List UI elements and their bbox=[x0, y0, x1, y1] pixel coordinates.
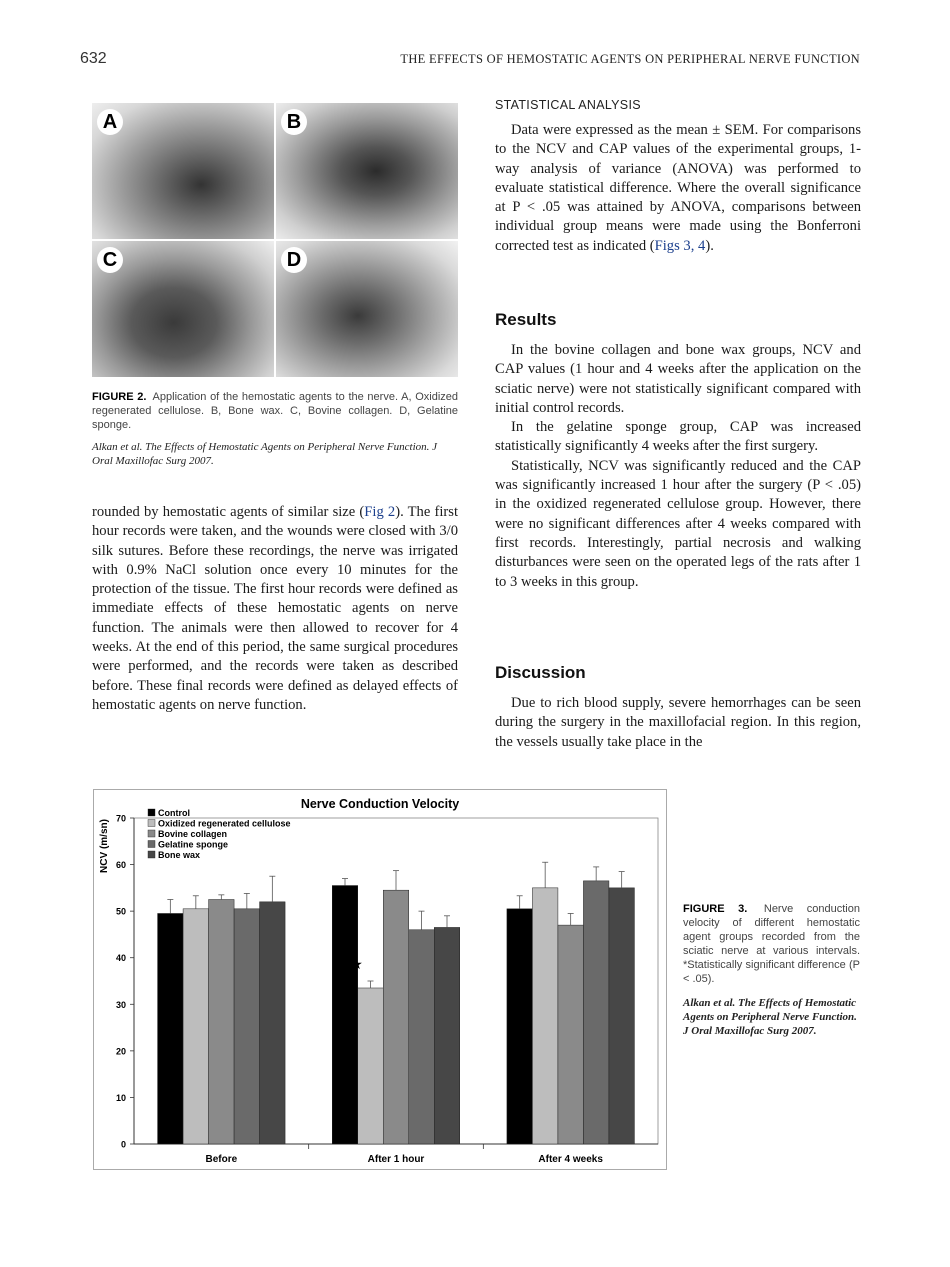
bar bbox=[358, 988, 384, 1144]
statistical-analysis-heading: STATISTICAL ANALYSIS bbox=[495, 98, 641, 112]
panel-label-c: C bbox=[97, 247, 123, 273]
bar bbox=[158, 913, 184, 1144]
fig-2-link[interactable]: Fig 2 bbox=[364, 504, 396, 520]
legend-swatch bbox=[148, 841, 155, 848]
legend-label: Gelatine sponge bbox=[158, 839, 229, 850]
figure-3-citation: Alkan et al. The Effects of Hemostatic Agents on Peripheral Nerve Function. J Oral Maxillofac Surg 2007. bbox=[683, 997, 857, 1037]
figure-3-caption-text: Nerve conduction velocity of different hemostatic agent groups recorded from the sciatic nerve at various intervals. *Statistically significant difference (P < .05). bbox=[683, 903, 860, 985]
photo-panel-d bbox=[276, 241, 458, 377]
bar bbox=[434, 927, 460, 1144]
bar bbox=[234, 909, 259, 1144]
legend-label: Oxidized regenerated cellulose bbox=[158, 818, 291, 829]
photo-panel-b bbox=[276, 103, 458, 239]
y-tick-label: 20 bbox=[115, 1046, 126, 1057]
panel-label-b: B bbox=[281, 109, 307, 135]
page-number: 632 bbox=[80, 50, 107, 67]
legend-label: Bovine collagen bbox=[158, 829, 228, 839]
figs-3-4-link[interactable]: Figs 3, 4 bbox=[654, 237, 706, 254]
bar bbox=[260, 902, 286, 1144]
legend-swatch bbox=[148, 809, 155, 816]
legend-label: Bone wax bbox=[158, 850, 201, 860]
discussion-text bbox=[495, 694, 861, 752]
figure-3-label: FIGURE 3. bbox=[683, 903, 748, 915]
results-paragraph-2: In the gelatine sponge group, CAP was increased statistically significantly 4 weeks after the first surgery. bbox=[495, 419, 861, 455]
results-paragraph-1: In the bovine collagen and bone wax groups, NCV and CAP values (1 hour and 4 weeks after the application on the sciatic nerve) were not statistically significant compared with initial control records. bbox=[495, 342, 861, 416]
bar bbox=[183, 909, 209, 1144]
chart-title: Nerve Conduction Velocity bbox=[300, 797, 460, 811]
y-tick-label: 40 bbox=[115, 953, 126, 964]
figure-3-chart bbox=[93, 789, 667, 1170]
legend-swatch bbox=[148, 820, 155, 827]
x-tick-label: After 1 hour bbox=[367, 1154, 425, 1165]
significance-star: ★ bbox=[350, 957, 363, 973]
y-tick-label: 60 bbox=[115, 860, 126, 871]
results-paragraph-3: Statistically, NCV was significantly reduced and the CAP was significantly increased 1 hour after the surgery (P < .05) in the oxidized regenerated cellulose group. However, there were no significant differences after 4 weeks compared with first records. Interestingly, partial necrosis and walking disturbances were seen on the operated legs of the rats after 1 to 3 weeks in this group. bbox=[495, 457, 861, 590]
bar bbox=[558, 925, 584, 1144]
y-tick-label: 50 bbox=[115, 906, 126, 917]
figure-2-label: FIGURE 2. bbox=[92, 391, 147, 403]
chart-plot-area bbox=[116, 808, 658, 1165]
x-tick-label: Before bbox=[205, 1154, 238, 1165]
x-tick-label: After 4 weeks bbox=[538, 1154, 603, 1165]
bar bbox=[609, 888, 635, 1144]
bar bbox=[209, 900, 235, 1145]
legend-label: Control bbox=[158, 808, 190, 818]
bar bbox=[383, 890, 409, 1144]
legend-swatch bbox=[148, 830, 155, 837]
figure-2-caption bbox=[92, 390, 458, 432]
stat-text-end: ). bbox=[705, 237, 714, 254]
stat-paragraph bbox=[495, 121, 861, 256]
results-text bbox=[495, 341, 861, 592]
photo-panel-a bbox=[92, 103, 274, 239]
discussion-heading: Discussion bbox=[495, 663, 586, 682]
y-tick-label: 30 bbox=[115, 999, 126, 1010]
panel-label-a: A bbox=[97, 109, 123, 135]
y-tick-label: 10 bbox=[115, 1092, 126, 1103]
photo-panel-c bbox=[92, 241, 274, 377]
methods-text-start: rounded by hemostatic agents of similar size ( bbox=[92, 504, 365, 520]
legend-swatch bbox=[148, 851, 155, 858]
chart-y-axis-label: NCV (m/sn) bbox=[99, 819, 110, 873]
y-tick-label: 70 bbox=[115, 813, 126, 824]
figure-2-photos bbox=[92, 103, 458, 377]
bar bbox=[332, 886, 358, 1144]
bar bbox=[583, 881, 609, 1144]
methods-text-end: ). The first hour records were taken, and the wounds were closed with 3/0 silk sutures. Before these recordings, the nerve was irrigated with 0.9% NaCl solution once every 10 minutes for the protection of the tissue. The first hour records were defined as immediate effects of these hemostatic agents on nerve function. The animals were then allowed to recover for 4 weeks. At the end of this period, the same surgical procedures were performed, and the records were taken as described before. These final records were defined as delayed effects of hemostatic agents on nerve function. bbox=[92, 504, 458, 713]
results-heading: Results bbox=[495, 310, 557, 329]
left-body-text bbox=[92, 503, 458, 715]
figure-2-citation: Alkan et al. The Effects of Hemostatic Agents on Peripheral Nerve Function. J Oral Maxillofac Surg 2007. bbox=[92, 441, 438, 467]
y-tick-label: 0 bbox=[120, 1139, 126, 1150]
bar bbox=[532, 888, 558, 1144]
panel-label-d: D bbox=[281, 247, 307, 273]
methods-paragraph bbox=[92, 503, 458, 715]
bar bbox=[507, 909, 532, 1144]
bar bbox=[409, 930, 435, 1144]
discussion-paragraph-1: Due to rich blood supply, severe hemorrhages can be seen during the surgery in the maxillofacial region. In this region, the vessels usually take place in the bbox=[495, 695, 861, 750]
stat-text-start: Data were expressed as the mean ± SEM. For comparisons to the NCV and CAP values of the experimental groups, 1-way analysis of variance (ANOVA) was performed to evaluate statistical difference. Where the overall significance at P < .05 was attained by ANOVA, comparisons between individual group means were made using the Bonferroni corrected test as indicated ( bbox=[495, 122, 861, 254]
figure-2-caption-text: Application of the hemostatic agents to the nerve. A, Oxidized regenerated cellulose. B, Bone wax. C, Bovine collagen. D, Gelatine sponge. bbox=[92, 391, 458, 431]
running-title: THE EFFECTS OF HEMOSTATIC AGENTS ON PERIPHERAL NERVE FUNCTION bbox=[400, 52, 860, 66]
chart-svg bbox=[94, 790, 666, 1169]
figure-3-caption bbox=[683, 902, 860, 986]
statistical-analysis-text bbox=[495, 121, 861, 256]
